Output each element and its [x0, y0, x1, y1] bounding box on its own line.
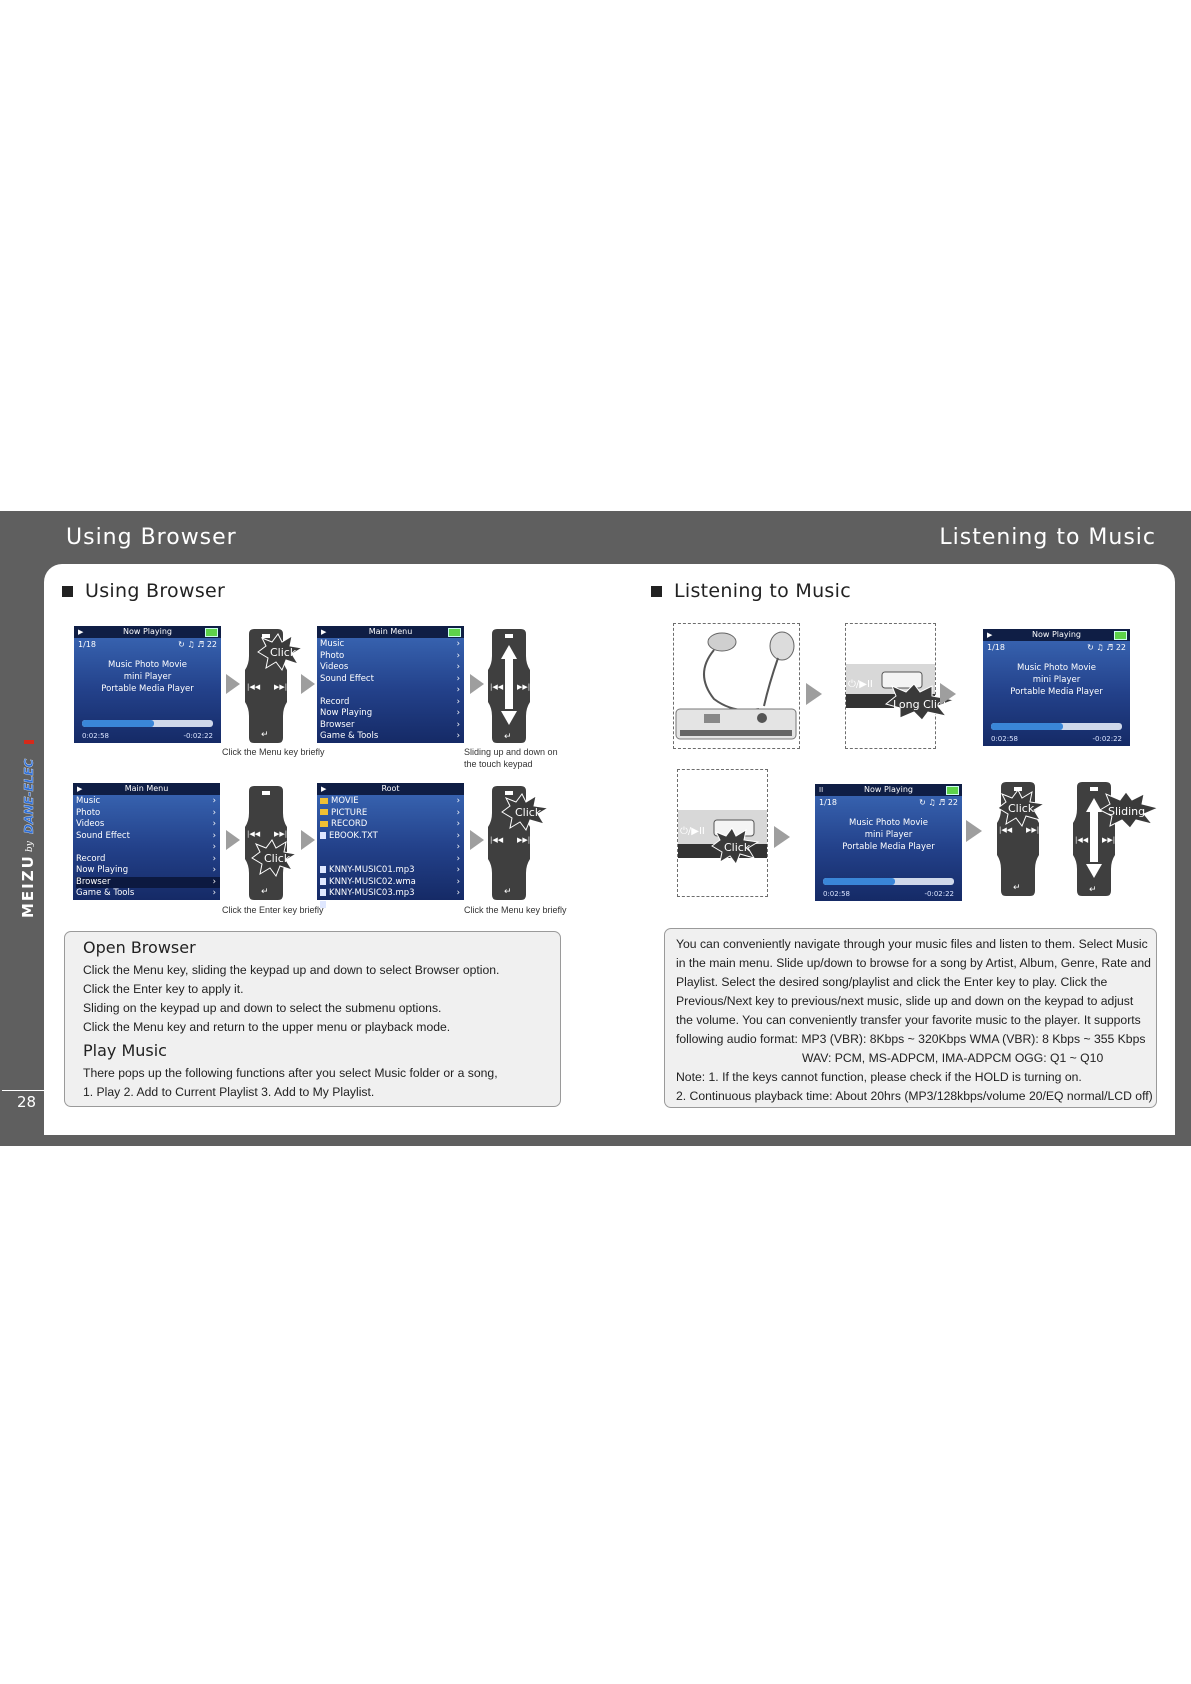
svg-text:↵: ↵ — [504, 887, 512, 897]
file-icon — [320, 866, 326, 873]
menu-item[interactable]: Music › — [76, 796, 216, 806]
arrow-right-icon — [774, 826, 790, 848]
click-burst-icon — [250, 838, 300, 878]
svg-text:▶▶|: ▶▶| — [517, 683, 531, 691]
bullet-square-icon — [62, 586, 73, 597]
track-index: 1/18 — [78, 640, 96, 649]
box-title-play-music: Play Music — [83, 1041, 167, 1060]
menu-item[interactable]: Videos › — [76, 819, 216, 829]
page-number-rule — [2, 1090, 44, 1091]
click-label: Click — [1008, 802, 1035, 815]
song-line: Portable Media Player — [842, 842, 935, 852]
menu-item[interactable]: Sound Effect › — [76, 830, 216, 841]
progress-fill — [823, 878, 895, 885]
svg-text:⏻/▶II: ⏻/▶II — [680, 826, 705, 837]
file-item[interactable]: KNNY-MUSIC03.mp3 › — [320, 888, 464, 900]
box-line: Playlist. Select the desired song/playlist and click the Enter key to play. Click the — [676, 975, 1108, 989]
track-index: 1/18 — [819, 798, 837, 807]
elapsed-time: 0:02:58 — [991, 735, 1018, 743]
svg-text:↵: ↵ — [1013, 883, 1021, 893]
long-click-label: Long Click — [893, 698, 950, 711]
header-left-title: Using Browser — [66, 525, 237, 550]
file-item[interactable]: EBOOK.TXT › — [320, 831, 464, 843]
caption-menu-key: Click the Menu key briefly — [222, 747, 325, 757]
elapsed-time: 0:02:58 — [82, 732, 109, 740]
sliding-label: Sliding — [1108, 805, 1146, 818]
touch-keypad-sliding[interactable] — [487, 627, 531, 745]
svg-text:▶▶|: ▶▶| — [1102, 836, 1116, 844]
screen-title: Root — [381, 784, 400, 793]
box-line: Previous/Next key to previous/next music, slide up and down on the keypad to adjust — [676, 994, 1134, 1008]
folder-icon — [320, 809, 328, 815]
screen-title: Now Playing — [1031, 630, 1082, 639]
music-instructions-box — [664, 928, 1157, 1108]
box-line: WAV: PCM, MS-ADPCM, IMA-ADPCM OGG: Q1 ~ Q10 — [802, 1051, 1104, 1065]
svg-text:↵: ↵ — [261, 730, 269, 740]
svg-text:↵: ↵ — [261, 887, 269, 897]
screen-now-playing: ▶ Now Playing 1/18 ↻ ♫ ♬ 22 Music Photo Movie mini Player Portable Media Player 0:02:58 -0:02:22 — [74, 626, 221, 743]
box-line: Click the Enter key to apply it. — [83, 982, 244, 996]
brand-logo-graphic — [6, 740, 46, 920]
earphone-illustration — [673, 623, 800, 749]
screen-now-playing-music: ▶ Now Playing 1/18 ↻ ♫ ♬ 22 Music Photo Movie mini Player Portable Media Player 0:02:58 -0:02:22 — [983, 629, 1130, 746]
file-icon — [320, 878, 326, 885]
box-line: Click the Menu key and return to the upper menu or playback mode. — [83, 1020, 451, 1034]
folder-icon — [320, 821, 328, 827]
svg-text:⏻/▶II: ⏻/▶II — [848, 679, 873, 690]
click-burst-icon — [256, 632, 306, 672]
svg-text:↵: ↵ — [1089, 885, 1097, 895]
menu-item[interactable]: Photo › — [320, 650, 460, 661]
box-line: There pops up the following functions after you select Music folder or a song, — [83, 1066, 498, 1080]
menu-item[interactable]: Sound Effect › — [320, 673, 460, 684]
box-line: following audio format: MP3 (VBR): 8Kbps ~ 320Kbps WMA (VBR): 8 Kbps ~ 355 Kbps — [676, 1032, 1146, 1046]
file-item: › — [456, 853, 460, 864]
folder-item[interactable]: PICTURE › — [320, 808, 464, 820]
section-title-music — [651, 580, 851, 602]
browser-instructions-box — [64, 931, 561, 1107]
folder-icon — [320, 798, 328, 804]
svg-text:▶▶|: ▶▶| — [274, 830, 288, 838]
screen-title: Now Playing — [122, 627, 173, 636]
song-line: mini Player — [123, 672, 172, 682]
box-line: 1. Play 2. Add to Current Playlist 3. Add to My Playlist. — [83, 1085, 375, 1099]
battery-icon — [448, 628, 461, 637]
file-item[interactable]: KNNY-MUSIC01.mp3 › — [320, 865, 464, 877]
volume-icon: ↻ ♫ ♬ 22 — [178, 640, 217, 649]
screen-main-menu: ▶ Main Menu Music › Photo › Videos › Sound Effect › › Record › Now Playing › Browser › Game & Tools › — [317, 626, 464, 743]
volume-icon: ↻ ♫ ♬ 22 — [1087, 643, 1126, 652]
caption-sliding: Sliding up and down on the touch keypad — [464, 747, 558, 769]
menu-item-selected[interactable]: Browser › — [76, 877, 220, 889]
svg-text:↵: ↵ — [504, 732, 512, 742]
file-item[interactable]: KNNY-MUSIC02.wma › — [320, 877, 464, 889]
box-line: Sliding on the keypad up and down to select the submenu options. — [83, 1001, 442, 1015]
menu-item: › — [456, 685, 460, 695]
file-list — [317, 795, 464, 911]
folder-item[interactable]: MOVIE › — [320, 796, 464, 808]
click-burst-icon — [996, 788, 1048, 828]
brand-logo — [6, 740, 46, 920]
menu-item[interactable]: Photo › — [76, 807, 216, 818]
file-item[interactable]: KNNY-MUSIC03.lrc › — [320, 900, 464, 912]
menu-item[interactable]: Now Playing › — [320, 708, 460, 718]
battery-icon — [946, 786, 959, 795]
progress-bar — [991, 723, 1122, 730]
caption-enter-key: Click the Enter key briefly — [222, 905, 324, 915]
arrow-right-icon — [301, 674, 315, 694]
menu-item[interactable]: Game & Tools › — [320, 731, 460, 741]
svg-text:▶▶|: ▶▶| — [517, 836, 531, 844]
progress-fill — [991, 723, 1063, 730]
folder-item[interactable]: RECORD › — [320, 819, 464, 831]
svg-text:|◀◀: |◀◀ — [490, 683, 504, 691]
song-line: Music Photo Movie — [1017, 663, 1096, 673]
bullet-square-icon — [651, 586, 662, 597]
svg-text:|◀◀: |◀◀ — [999, 826, 1013, 834]
box-line: the volume. You can conveniently transfer your favorite music to the player. It supports — [676, 1013, 1141, 1027]
battery-icon — [1114, 631, 1127, 640]
sliding-burst-icon — [1098, 790, 1160, 830]
arrow-right-icon — [226, 674, 240, 694]
remaining-time: -0:02:22 — [1092, 735, 1122, 743]
remaining-time: -0:02:22 — [183, 732, 213, 740]
menu-item[interactable]: Music › — [320, 639, 460, 649]
screen-root-browser: ▶ Root MOVIE › PICTURE › RECORD › EBOOK.TXT › › › KNNY-MUSIC01.mp3 › KNNY-MUSIC02.wma › KNNY-MUSIC03.mp3 › KNNY-MUSIC03.lrc › — [317, 783, 464, 900]
arrow-right-icon — [940, 683, 956, 705]
box-line: 2. Continuous playback time: About 20hrs (MP3/128kbps/volume 20/EQ normal/LCD off) — [676, 1089, 1153, 1103]
box-line: Click the Menu key, sliding the keypad up and down to select Browser option. — [83, 963, 500, 977]
caption-menu-key-2: Click the Menu key briefly — [464, 905, 567, 915]
arrow-right-icon — [301, 830, 315, 850]
progress-fill — [82, 720, 154, 727]
menu-list — [73, 795, 220, 900]
elapsed-time: 0:02:58 — [823, 890, 850, 898]
arrow-right-icon — [226, 830, 240, 850]
song-line: Portable Media Player — [101, 684, 194, 694]
screen-now-playing-paused: II Now Playing 1/18 ↻ ♫ ♬ 22 Music Photo Movie mini Player Portable Media Player 0:02:58 -0:02:22 — [815, 784, 962, 901]
page-number: 28 — [17, 1093, 37, 1111]
section-title-text: Using Browser — [85, 580, 226, 602]
click-burst-icon — [500, 792, 552, 832]
keypad-slide-icon — [487, 627, 531, 745]
song-line: mini Player — [864, 830, 913, 840]
screen-title: Main Menu — [124, 784, 169, 793]
click-label: Click — [270, 646, 297, 659]
menu-list — [317, 638, 464, 743]
svg-text:▶▶|: ▶▶| — [1026, 826, 1040, 834]
song-line: Music Photo Movie — [108, 660, 187, 670]
svg-text:|◀◀: |◀◀ — [490, 836, 504, 844]
arrow-right-icon — [806, 683, 822, 705]
box-line: Note: 1. If the keys cannot function, please check if the HOLD is turning on. — [676, 1070, 1082, 1084]
screen-title: Main Menu — [368, 627, 413, 636]
file-icon — [320, 832, 326, 839]
section-title-browser — [62, 580, 225, 602]
file-icon — [320, 889, 326, 896]
svg-text:DANE-ELEC: DANE-ELEC — [22, 758, 36, 834]
menu-item[interactable]: Game & Tools › — [76, 888, 216, 898]
song-line: mini Player — [1032, 675, 1081, 685]
menu-item[interactable]: Videos › — [320, 662, 460, 672]
svg-text:|◀◀: |◀◀ — [247, 830, 261, 838]
click-label: Click — [515, 806, 542, 819]
svg-text:by: by — [25, 841, 35, 852]
box-title-open-browser: Open Browser — [83, 938, 196, 957]
menu-item[interactable]: Record › — [76, 853, 216, 864]
section-title-text: Listening to Music — [674, 580, 851, 602]
earphones-icon — [674, 624, 799, 748]
svg-text:▶▶|: ▶▶| — [274, 683, 288, 691]
screen-title: Now Playing — [863, 785, 914, 794]
menu-item[interactable]: Record › — [320, 696, 460, 707]
screen-main-menu-browser: ▶ Main Menu Music › Photo › Videos › Sound Effect › › Record › Now Playing › Browser › Game & Tools › — [73, 783, 220, 900]
volume-icon: ↻ ♫ ♬ 22 — [919, 798, 958, 807]
progress-bar — [823, 878, 954, 885]
file-item: › — [456, 842, 460, 852]
battery-icon — [205, 628, 218, 637]
box-line: in the main menu. Slide up/down to browse for a song by Artist, Album, Genre, Rate and — [676, 956, 1151, 970]
svg-text:MEIZU: MEIZU — [19, 854, 37, 918]
song-line: Portable Media Player — [1010, 687, 1103, 697]
song-line: Music Photo Movie — [849, 818, 928, 828]
menu-item: › — [212, 842, 216, 852]
menu-item[interactable]: Browser › — [320, 719, 460, 730]
remaining-time: -0:02:22 — [924, 890, 954, 898]
arrow-right-icon — [470, 830, 484, 850]
arrow-right-icon — [470, 674, 484, 694]
svg-text:|◀◀: |◀◀ — [1075, 836, 1089, 844]
svg-text:|◀◀: |◀◀ — [247, 683, 261, 691]
progress-bar — [82, 720, 213, 727]
box-line: You can conveniently navigate through your music files and listen to them. Select Music — [676, 937, 1148, 951]
track-index: 1/18 — [987, 643, 1005, 652]
click-burst-icon — [710, 826, 762, 866]
click-label: Click — [264, 852, 291, 865]
arrow-right-icon — [966, 820, 982, 842]
menu-item[interactable]: Now Playing › — [76, 865, 216, 875]
header-right-title: Listening to Music — [939, 525, 1156, 550]
click-label: Click — [724, 841, 751, 854]
